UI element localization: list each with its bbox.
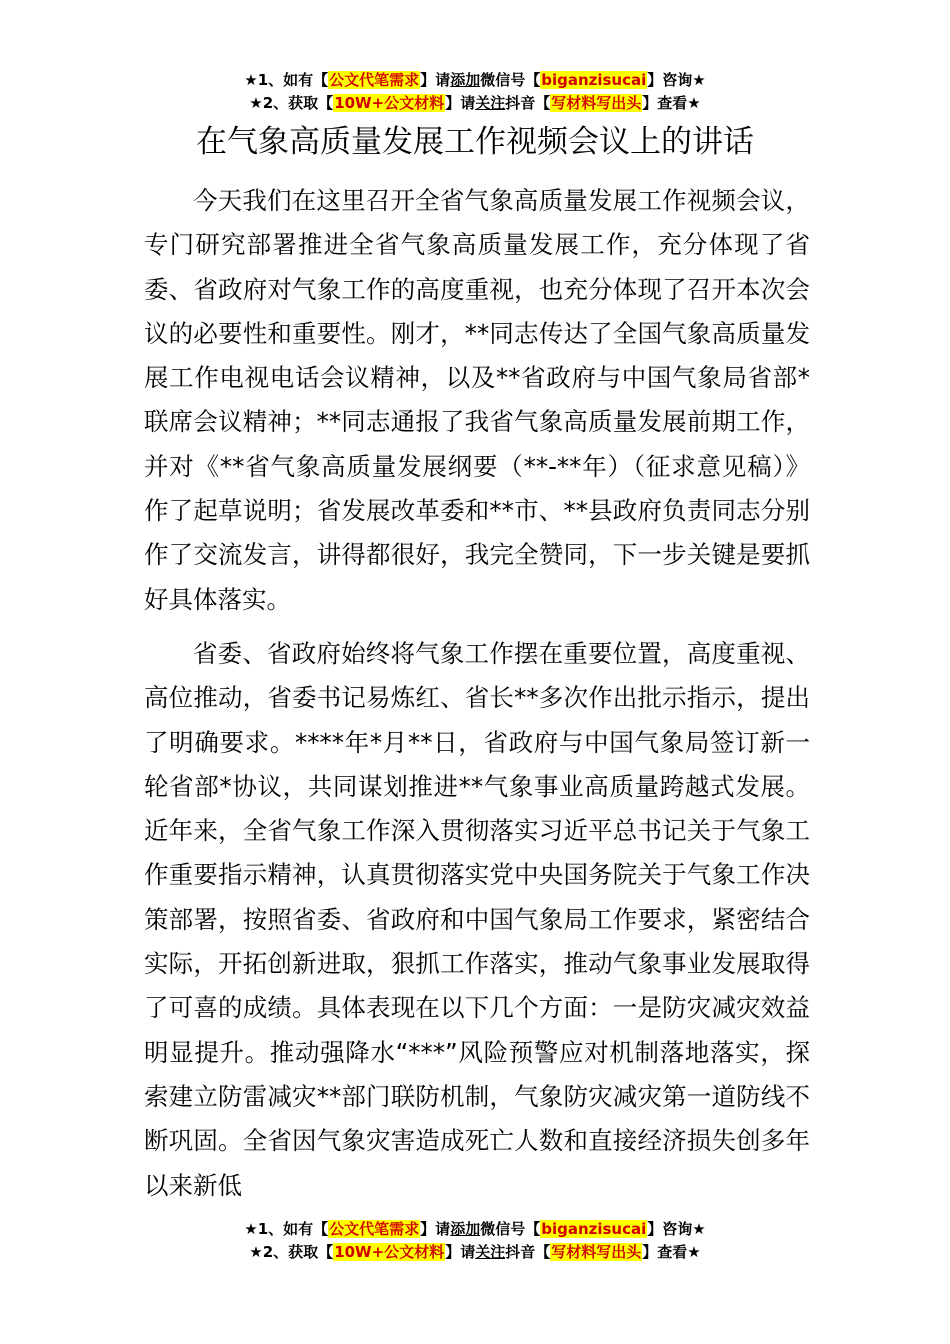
banner-text: 抖音【 bbox=[505, 94, 551, 112]
highlight-ghostwriting: 公文代笔需求 bbox=[329, 71, 420, 89]
banner-emphasis: 添加 bbox=[450, 1220, 481, 1238]
highlight-wechat-id: biganzisucai bbox=[541, 71, 647, 89]
banner-line-1 bbox=[0, 1218, 950, 1241]
document-body bbox=[144, 179, 810, 1218]
highlight-materials: 10W+公文材料 bbox=[334, 1243, 445, 1261]
banner-text: 】请 bbox=[420, 71, 451, 89]
highlight-wechat-id: biganzisucai bbox=[541, 1220, 647, 1238]
banner-text: 】请 bbox=[445, 94, 476, 112]
banner-text: 】咨询★ bbox=[647, 71, 706, 89]
banner-text: 】请 bbox=[445, 1243, 476, 1261]
banner-text: 抖音【 bbox=[505, 1243, 551, 1261]
highlight-ghostwriting: 公文代笔需求 bbox=[329, 1220, 420, 1238]
paragraph: 省委、省政府始终将气象工作摆在重要位置，高度重视、高位推动，省委书记易炼红、省长**多次作出批示指示，提出了明确要求。****年*月**日，省政府与中国气象局签订新一轮省部*协议，共同谋划推进**气象事业高质量跨越式发展。近年来，全省气象工作深入贯彻落实习近平总书记关于气象工作重要指示精神，认真贯彻落实党中央国务院关于气象工作决策部署，按照省委、省政府和中国气象局工作要求，紧密结合实际，开拓创新进取，狠抓工作落实，推动气象事业发展取得了可喜的成绩。具体表现在以下几个方面：一是防灾减灾效益明显提升。推动强降水“***”风险预警应对机制落地落实，探索建立防雷减灾**部门联防机制，气象防灾减灾第一道防线不断巩固。全省因气象灾害造成死亡人数和直接经济损失创多年以来新低 bbox=[144, 638, 810, 1200]
banner-emphasis: 关注 bbox=[475, 1243, 506, 1261]
banner-text: 】查看★ bbox=[642, 1243, 701, 1261]
highlight-materials: 10W+公文材料 bbox=[334, 94, 445, 112]
highlight-douyin-id: 写材料写出头 bbox=[551, 94, 642, 112]
banner-text: ★2、获取【 bbox=[249, 94, 334, 112]
footer-banner bbox=[0, 1218, 950, 1264]
paragraph: 今天我们在这里召开全省气象高质量发展工作视频会议，专门研究部署推进全省气象高质量发展工作，充分体现了省委、省政府对气象工作的高度重视，也充分体现了召开本次会议的必要性和重要性。刚才，**同志传达了全国气象高质量发展工作电视电话会议精神，以及**省政府与中国气象局省部*联席会议精神；**同志通报了我省气象高质量发展前期工作，并对《**省气象高质量发展纲要（**-**年）（征求意见稿）》作了起草说明；省发展改革委和**市、**县政府负责同志分别作了交流发言，讲得都很好，我完全赞同，下一步关键是要抓好具体落实。 bbox=[144, 186, 810, 614]
banner-line-1 bbox=[0, 69, 950, 92]
banner-text: 】请 bbox=[420, 1220, 451, 1238]
banner-line-2 bbox=[0, 1241, 950, 1264]
document-title: 在气象高质量发展工作视频会议上的讲话 bbox=[196, 124, 754, 160]
banner-text: ★2、获取【 bbox=[249, 1243, 334, 1261]
banner-text: ★1、如有【 bbox=[244, 1220, 329, 1238]
banner-text: 】查看★ bbox=[642, 94, 701, 112]
banner-text: 】咨询★ bbox=[647, 1220, 706, 1238]
banner-text: 微信号【 bbox=[480, 71, 541, 89]
banner-emphasis: 添加 bbox=[450, 71, 481, 89]
banner-text: 微信号【 bbox=[480, 1220, 541, 1238]
banner-line-2 bbox=[0, 92, 950, 115]
banner-emphasis: 关注 bbox=[475, 94, 506, 112]
banner-text: ★1、如有【 bbox=[244, 71, 329, 89]
header-banner bbox=[0, 69, 950, 115]
highlight-douyin-id: 写材料写出头 bbox=[551, 1243, 642, 1261]
